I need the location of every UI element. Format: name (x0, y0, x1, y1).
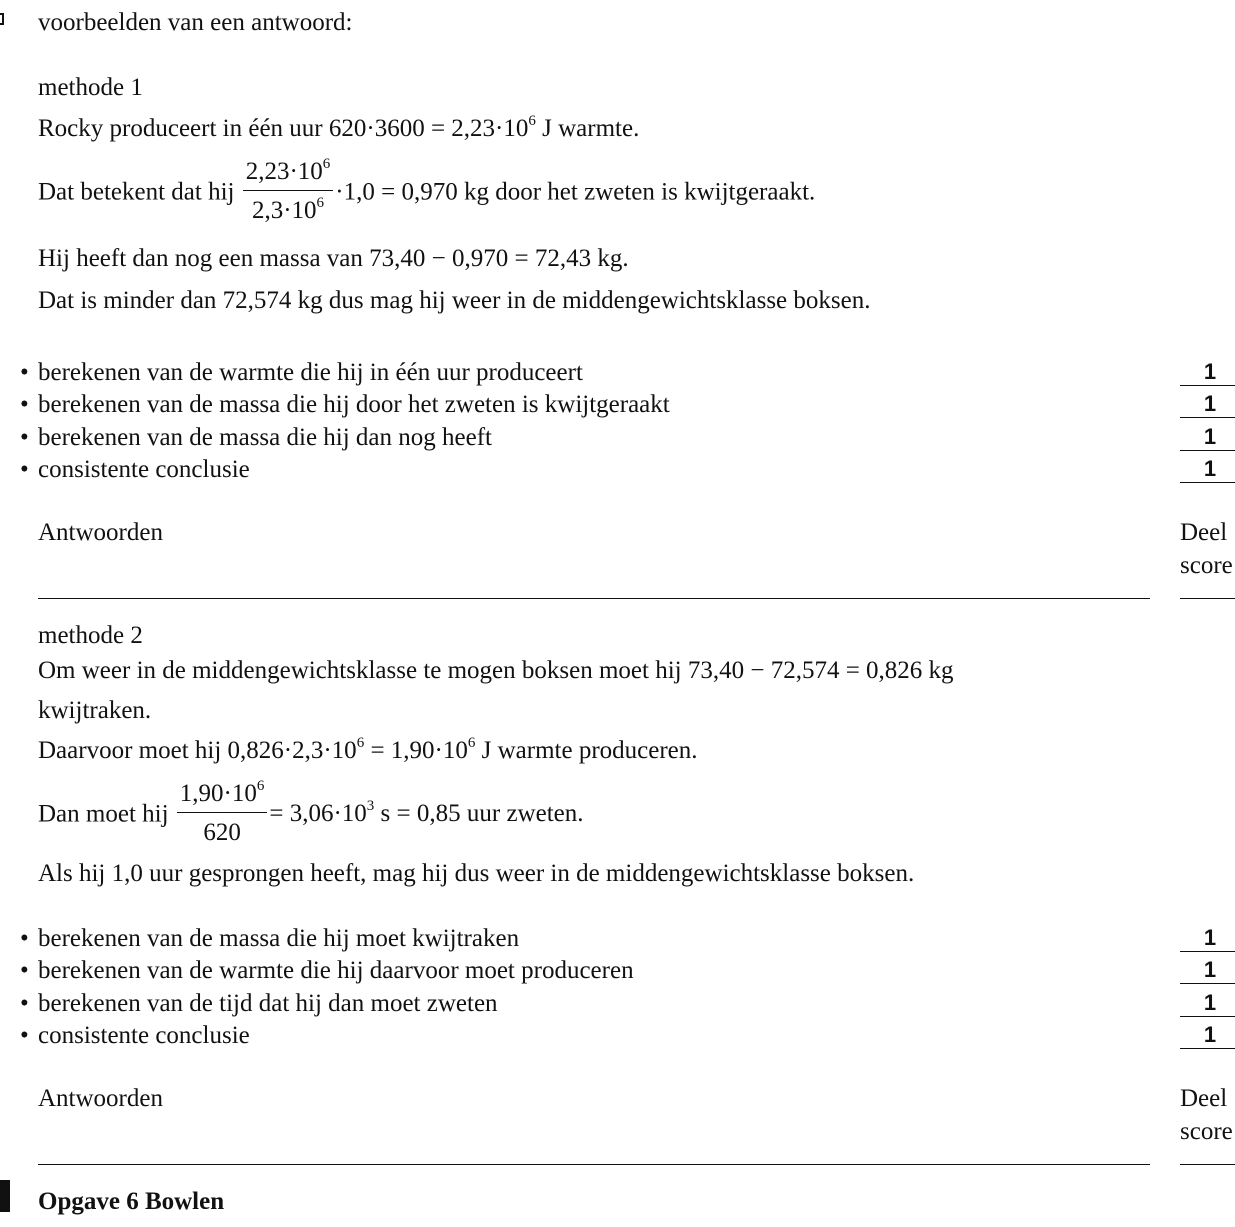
method1-title: methode 1 (38, 74, 143, 101)
bullet: • (20, 456, 29, 483)
criterion-text: consistente conclusie (38, 456, 250, 483)
score-underline (1180, 385, 1235, 386)
criterion-score: 1 (1203, 957, 1217, 982)
bullet: • (20, 925, 29, 952)
method2-line4: Dan moet hij $\frac{1,90\cdot 10^6}{620}$ = $3,06\cdot 10^3$ s = 0,85 uur zweten. (38, 778, 584, 846)
method2-score-label-2: score (1180, 1118, 1233, 1145)
criterion-text: berekenen van de warmte die hij daarvoor moet produceren (38, 957, 634, 984)
criterion-text: berekenen van de warmte die hij in één uur produceert (38, 359, 583, 386)
bullet: • (20, 1022, 29, 1049)
intro-text: voorbeelden van een antwoord: (38, 9, 353, 36)
criterion-score: 1 (1203, 391, 1217, 416)
method2-fraction: $\frac{1,90\cdot 10^6}{620}$ (177, 780, 268, 848)
divider (38, 598, 1150, 599)
score-underline (1180, 482, 1235, 483)
bullet: • (20, 957, 29, 984)
bullet: • (20, 391, 29, 418)
method1-line2: Dat betekent dat hij $\frac{2,23\cdot 10^6}{2,3\cdot 10^6}$ ·1,0 = 0,970 kg door het zweten is kwijtgeraakt. (38, 156, 816, 224)
score-underline (1180, 1016, 1235, 1017)
section-marker-bar (0, 1180, 10, 1212)
criterion-score: 1 (1203, 424, 1217, 449)
score-underline (1180, 951, 1235, 952)
criterion-text: berekenen van de massa die hij dan nog heeft (38, 424, 492, 451)
method1-fraction: $\frac{2,23\cdot 10^6}{2,3\cdot 10^6}$ (243, 158, 334, 226)
method1-score-label-2: score (1180, 552, 1233, 579)
criterion-text: berekenen van de massa die hij moet kwijtraken (38, 925, 520, 952)
question-marker-box (0, 13, 4, 25)
method2-line1: Om weer in de middengewichtsklasse te mogen boksen moet hij 73,40 − 72,574 = 0,826 kg (38, 657, 954, 684)
score-underline (1180, 1048, 1235, 1049)
criterion-score: 1 (1203, 359, 1217, 384)
criterion-score: 1 (1203, 990, 1217, 1015)
method2-line5: Als hij 1,0 uur gesprongen heeft, mag hij dus weer in de middengewichtsklasse boksen. (38, 860, 915, 887)
bullet: • (20, 359, 29, 386)
method2-answers-label: Antwoorden (38, 1085, 163, 1112)
criterion-score: 1 (1203, 456, 1217, 481)
score-underline (1180, 450, 1235, 451)
criterion-score: 1 (1203, 1022, 1217, 1047)
criterion-text: berekenen van de massa die hij door het zweten is kwijtgeraakt (38, 391, 670, 418)
divider (38, 1164, 1150, 1165)
method1-line3: Hij heeft dan nog een massa van 73,40 − 0,970 = 72,43 kg. (38, 245, 629, 272)
method2-line2: kwijtraken. (38, 697, 152, 724)
method1-score-label-1: Deel (1180, 519, 1228, 546)
score-underline (1180, 983, 1235, 984)
method1-line1: Rocky produceert in één uur $620\cdot 3600 = 2,23\cdot 10^6$ J warmte. (38, 113, 640, 142)
method1-line4: Dat is minder dan 72,574 kg dus mag hij weer in de middengewichtsklasse boksen. (38, 287, 871, 314)
criterion-text: berekenen van de tijd dat hij dan moet zweten (38, 990, 498, 1017)
method2-score-label-1: Deel (1180, 1085, 1228, 1112)
bullet: • (20, 990, 29, 1017)
criterion-text: consistente conclusie (38, 1022, 250, 1049)
method2-title: methode 2 (38, 622, 143, 649)
method2-line3: Daarvoor moet hij $0,826\cdot 2,3\cdot 10^6 = 1,90\cdot 10^6$ J warmte produceren. (38, 735, 698, 764)
method1-answers-label: Antwoorden (38, 519, 163, 546)
criterion-score: 1 (1203, 925, 1217, 950)
score-divider (1180, 598, 1235, 599)
bullet: • (20, 424, 29, 451)
score-underline (1180, 417, 1235, 418)
next-question-heading: Opgave 6 Bowlen (38, 1188, 225, 1215)
score-divider (1180, 1164, 1235, 1165)
